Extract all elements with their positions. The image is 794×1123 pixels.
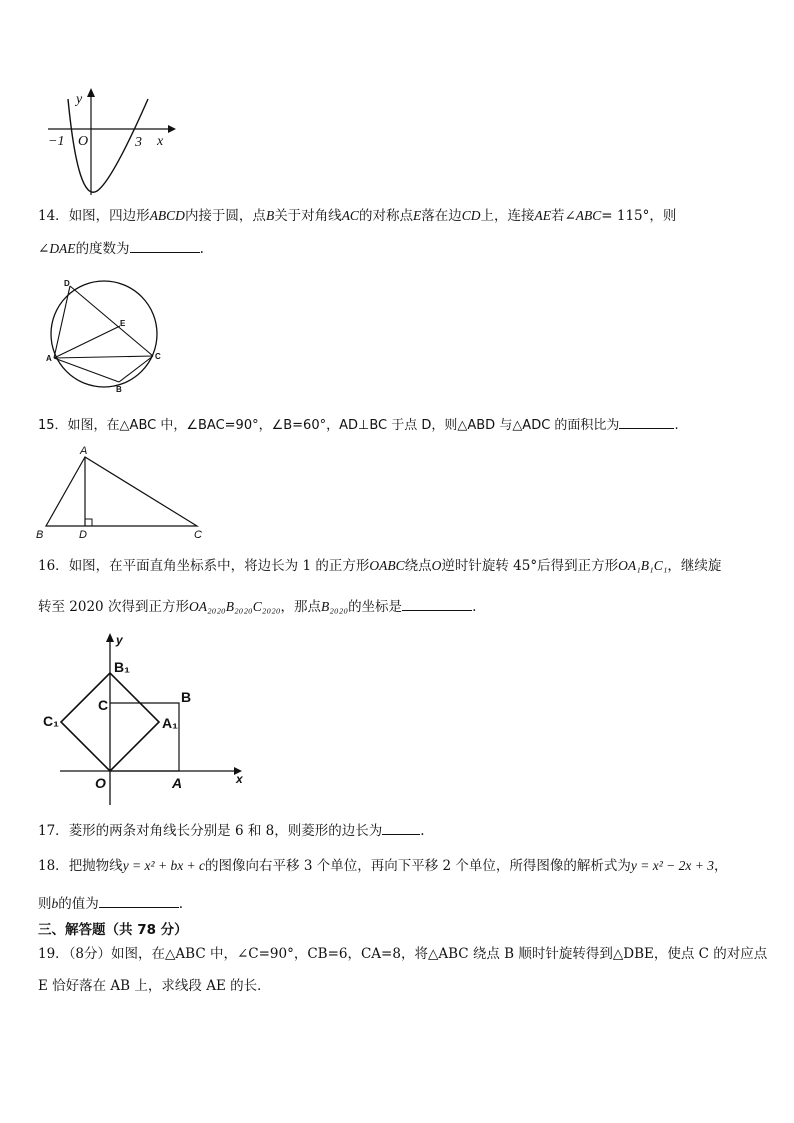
right-angle-mark <box>85 519 92 526</box>
label-C1: C₁ <box>43 713 59 729</box>
question-number: 14． <box>38 208 69 224</box>
origin-label: O <box>78 134 89 149</box>
label-C: C <box>98 697 109 713</box>
question-15: 15．如图，在△ABC 中，∠BAC=90°，∠B=60°，AD⊥BC 于点 D，则△ABD 与△ADC 的面积比为 . <box>38 414 758 436</box>
parabola-figure <box>40 85 180 200</box>
label-B: B <box>116 385 122 394</box>
label-B: B <box>181 689 192 705</box>
label-C: C <box>194 529 202 541</box>
x-label: x <box>236 772 243 786</box>
y-axis-arrow <box>87 88 95 97</box>
three-label: 3 <box>135 135 142 150</box>
question-14-line1: 14．如图，四边形ABCD内接于圆，点B关于对角线AC的对称点E落在边CD上，连接AE若∠ABC= 115°，则 <box>38 208 677 224</box>
label-C: C <box>155 352 161 361</box>
neg1-label: −1 <box>48 134 65 149</box>
label-A: A <box>80 445 88 457</box>
label-A: A <box>172 775 183 791</box>
question-17: 17．菱形的两条对角线长分别是 6 和 8，则菱形的边长为 . <box>38 820 758 841</box>
answer-blank[interactable] <box>130 238 200 253</box>
question-16-line2: 转至 2020 次得到正方形OA₂₀₂₀B₂₀₂₀C₂₀₂₀，那点B₂₀₂₀的坐标是 . <box>38 596 758 617</box>
question-number: 19． <box>38 946 69 962</box>
label-A: A <box>46 354 52 363</box>
question-18-line2: 则b的值为 . <box>38 893 758 914</box>
label-D: D <box>79 529 87 541</box>
section-heading: 三、解答题（共 78 分） <box>38 922 188 938</box>
y-label: y <box>116 633 123 647</box>
y-label: y <box>76 92 83 107</box>
answer-blank[interactable] <box>99 893 179 908</box>
question-19-line2: E 恰好落在 AB 上，求线段 AE 的长． <box>38 978 271 994</box>
question-number: 15． <box>38 418 68 433</box>
question-19-line1: 19．（8分）如图，在△ABC 中，∠C=90°，CB=6，CA=8，将△ABC 绕点 B 顺时针旋转得到△DBE，使点 C 的对应点 <box>38 946 768 962</box>
circle-quadrilateral-figure <box>40 276 170 396</box>
question-number: 18． <box>38 858 69 874</box>
y-axis-arrow <box>106 633 114 642</box>
label-A1: A₁ <box>162 715 178 731</box>
x-axis-arrow <box>168 125 176 133</box>
question-number: 17． <box>38 823 69 839</box>
question-14-line2: ∠DAE的度数为 . <box>38 238 758 259</box>
rotated-squares-figure <box>38 630 258 810</box>
answer-blank[interactable] <box>382 820 420 835</box>
question-18-line1: 18．把抛物线y = x² + bx + c的图像向右平移 3 个单位，再向下平移 2 个单位，所得图像的解析式为y = x² − 2x + 3， <box>38 858 728 874</box>
triangle-abc <box>46 457 197 526</box>
label-O: O <box>95 775 106 791</box>
question-number: 16． <box>38 558 69 574</box>
label-B: B <box>36 529 44 541</box>
label-B1: B₁ <box>114 659 130 675</box>
answer-blank[interactable] <box>619 414 674 429</box>
x-label: x <box>157 134 164 149</box>
label-E: E <box>120 319 126 328</box>
right-triangle-figure <box>32 442 222 542</box>
label-D: D <box>64 279 70 288</box>
question-16-line1: 16．如图，在平面直角坐标系中，将边长为 1 的正方形OABC绕点O逆时针旋转 45°后得到正方形OA₁B₁C₁，继续旋 <box>38 558 722 574</box>
answer-blank[interactable] <box>402 596 472 611</box>
